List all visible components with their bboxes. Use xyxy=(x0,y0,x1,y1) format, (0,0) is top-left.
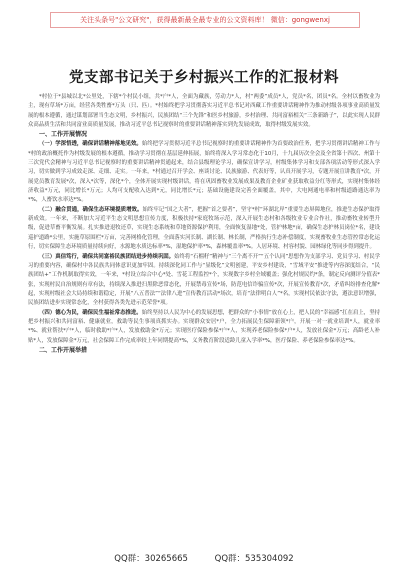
subsection-heading: （三）真信笃行，确保共同富裕民族团结进步持续巩固。 xyxy=(39,253,175,260)
body-paragraph xyxy=(28,140,380,205)
paragraph-text: *村位于*县城以北*公里处，下辖*个村民小组，共*户*人，全面为藏族，劳动力*人，村“两委”成员*人，党员*名，团员*名。全村以畜牧业为主，现有草场*万亩，经营各类牲畜*万头（只、匹）。*村始终把学习贯彻落实习近平总书记对西藏工作重要讲话精神作为推动村级各项事业高质量发展的根本遵循，通过谋划部署当生态文明，乡村振兴，民族团结“三个先锋”和医乡村旅游，乡村治理、共同富裕相关“三条新路子”，以此实现人民群众高品质生活和共同富业高质量发展，推动习近平总书记视察时的重要讲话精神落实到先发展成效，取得村级发展实效。 xyxy=(28,94,380,129)
body-paragraph xyxy=(28,206,380,253)
paragraph-text: 始终将“石榴籽”精神与“三个离不开”“五个认同”思想作为支部学习、党员学习、村民学习的重要内容，确保村中各民族共同体意识更加牢固。持续深化同工作与“显级化”文明创建，平安乡村建设，“雪域平安”推进等内容深度结合，“民族团结+”工作机制取得实效，一年来，*村设立综合中心*处、雪花工程监控*个，实现数字乡村全域覆盖；强化村规民约*条，制定反向测评分值表*张，实现村民自治规则有章有法，持续深入推进扫黑除恶常态化，开展禁毒宣传*场，防范电信诈骗宣传*次，开展宣传教育*次，矛盾纠纷排查化解*起，实现村级社会大局持续和谐稳定，开展“八五普法”“法律八进”宣传教育活动*场次，培育“法律明白人”*名，实现村民依法守法，遵法意识增强，民族团结进步实现常态化，全村获得各类先进示范荣誉*项。 xyxy=(28,253,380,307)
footer-contact xyxy=(0,552,408,564)
section-heading: 一、工作开展情况 xyxy=(39,131,88,139)
paragraph-text: 始终把学习贯彻习近平总书记视察时的重要讲话精神作为首要政治任务，把学习贯彻讲话精神工作与*村的政治概托作为村级发展的根本遵循，推动学习贯彻在基层延伸拓展，始终将深入学习常态化于10月，十九届历次全会及全省第十四次、州第十三次党代会精神与习近平总书记视察时的重要讲话精神贯通起来，结合县级理论学习，确保宣讲学习，村级集体学习和支部各项活动等形式深入学习，切实做到学习成效走深、走细、走实。一年来，*村通过召开学会、座谈讨论、民族旅游、代表好等，认真开展学习，专题开展宣讲教育*次，开展党员教育发展*次，深入*次等，深化*个，全体开展实现村级讲话，将在巩固畜牧业发展成果及教育企业矿业获取收益分红等形式，实现村集体经济收益*万元，同比增长*万元；人均可支配收入达到*元，同比增长*元；基础设施建设完善全面覆盖，其中，大电网通电率和村级道路通达率为*%，人畜饮水率达*%。 xyxy=(28,141,380,204)
header-banner: 关注头条号"公文研究"，获得最新最全最专业的公文资料库！ 微信：gongwenxj xyxy=(50,12,360,28)
subsection-heading: （二）融合贯通，确保生态环境提质增效。 xyxy=(39,206,143,213)
subsection-heading: （四）德心为民，确保民生福祉常态推进。 xyxy=(39,309,142,316)
paragraph-text: 始终牢记“国之大者”，把握“首之要者”，坚守*村“环湖北岸”重要生态屏障地位，推进生态保护取得新成效。一年来，不断加大习近平生态文明思想宣传力度，积极扶持*家庭牧场示范，深入开展生态村和各级牧业专业合作社，推动畜牧业转型升级，促进草畜平衡发展。扎实推进退牧还草，实现生态系统和草地资源保护利用，全面恢复湿地*处，管护林地*亩，确保生态护林员岗位*名，建设巡护道路*公里，实施草原围栏*万亩，完善网格化管理，全面落实河长制、湖长制、林长制，严格执行生态补偿制度，实现畜牧业生态管控常态化运行，切实保障生态环境质量持续向好，水源地水质达标率*%，湿地保护率*%，森林覆盖率*%。人居环境、村容村貌、园林绿化等同步得到提升。 xyxy=(28,206,380,251)
document-title: 党支部书记关于乡村振兴工作的汇报材料 xyxy=(69,70,339,86)
section-heading: 二、工作开展举措 xyxy=(39,346,88,354)
body-paragraph xyxy=(28,253,380,309)
subsection-heading: （一）学深悟透，确保讲话精神落地见效。 xyxy=(39,141,142,148)
body-paragraph xyxy=(28,93,380,130)
qq-group-2: QQ群：535304092 xyxy=(214,554,294,564)
paragraph-text: 始终坚持以人民为中心的发展思想，把群众的“小事情”放在心上，把人民的“幸福感”扛在肩上，坚持把乡村振兴和共同富裕、健康就业，救助等民生事项真抓实办。实现群众安居*户，全力拓展民生保障新领*户，开展一对一就业培训*人，就业率*%、就业帮扶*户*人，临时救助*户*人，发放救助金*万元；实现医疗保险参保*户*人，实现养老保险参保*户*人，发放社保金*万元；高龄老人补贴*人，发放保障金*万元，社会保障工作完成率较上年同期提高*%，义务教育阶段适龄儿童入学率*%，医疗保险、养老保险参保率达*%。 xyxy=(28,309,380,344)
body-paragraph xyxy=(28,309,380,346)
document-body xyxy=(28,93,380,356)
qq-group-1: QQ群：30265665 xyxy=(114,554,188,564)
